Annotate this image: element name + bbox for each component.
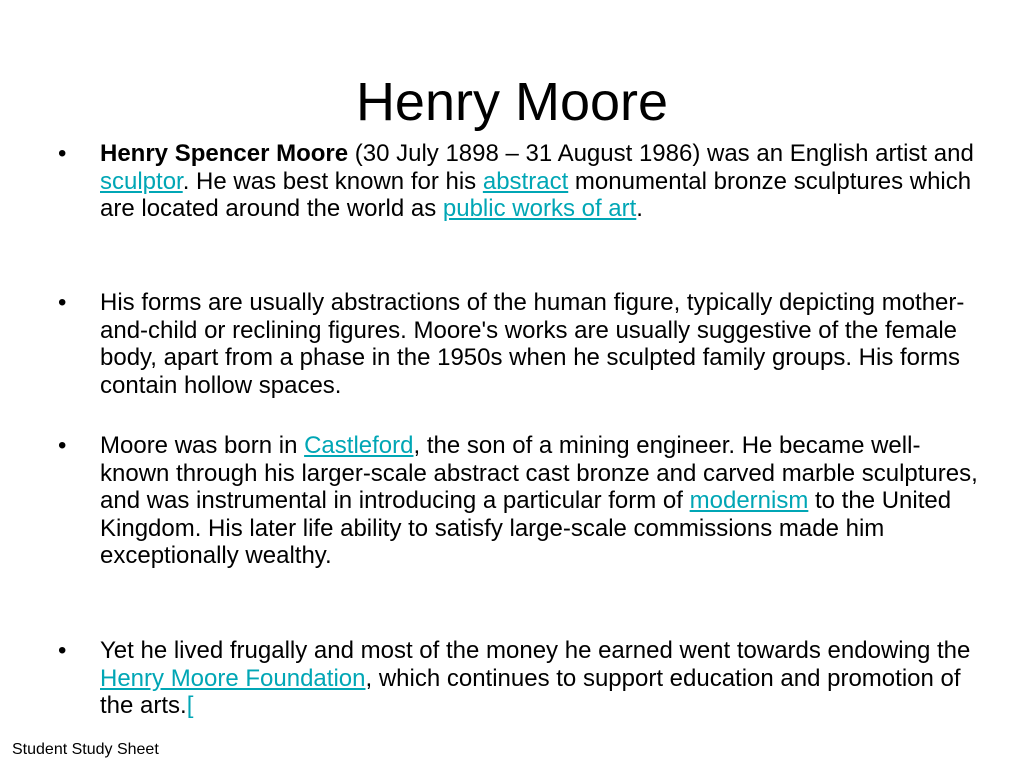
bullet-text: . He was best known for his xyxy=(182,167,483,195)
bullet-item xyxy=(58,140,980,223)
bullet-text: , the son of a mining engineer. He became well-known through his larger-scale abstract cast bronze and carved marble sculptures, and was instrumental in introducing a particular form of xyxy=(100,432,978,514)
bullet-marker: • xyxy=(58,140,67,167)
slide-title: Henry Moore xyxy=(355,72,669,133)
bullet-item xyxy=(58,289,980,399)
link-citation[interactable]: [ xyxy=(186,692,194,719)
link-castleford[interactable]: Castleford xyxy=(304,432,414,459)
bullet-text: monumental bronze sculptures which are located around the world as xyxy=(100,167,972,222)
link-public-works-of-art[interactable]: public works of art xyxy=(442,195,637,222)
bullet-text: (30 July 1898 – 31 August 1986) was an English artist and xyxy=(348,140,974,167)
bullet-marker: • xyxy=(58,432,67,459)
bullet-text: . xyxy=(636,195,643,222)
link-sculptor[interactable]: sculptor xyxy=(100,167,183,195)
bullet-text: , which continues to support education and promotion of the arts. xyxy=(100,664,961,719)
bullet-text: His forms are usually abstractions of the human figure, typically depicting mother-and-child or reclining figures. Moore's works are usually suggestive of the female body, apart from a phase in the 1950s when he sculpted family groups. His forms contain hollow spaces. xyxy=(100,289,965,399)
bullet-item xyxy=(58,432,980,570)
footer-label: Student Study Sheet xyxy=(12,741,159,758)
bullet-bold-text: Henry Spencer Moore xyxy=(100,140,349,167)
link-modernism[interactable]: modernism xyxy=(689,487,809,514)
bullet-item xyxy=(58,637,980,720)
bullet-text: to the United Kingdom. His later life ability to satisfy large-scale commissions made him exceptionally wealthy. xyxy=(100,487,952,569)
bullet-text: Yet he lived frugally and most of the money he earned went towards endowing the xyxy=(100,637,971,664)
link-henry-moore-foundation[interactable]: Henry Moore Foundation xyxy=(100,664,366,692)
bullet-text: Moore was born in xyxy=(100,432,305,459)
link-abstract[interactable]: abstract xyxy=(482,167,569,195)
bullet-marker: • xyxy=(58,289,67,316)
bullet-marker: • xyxy=(58,637,67,664)
